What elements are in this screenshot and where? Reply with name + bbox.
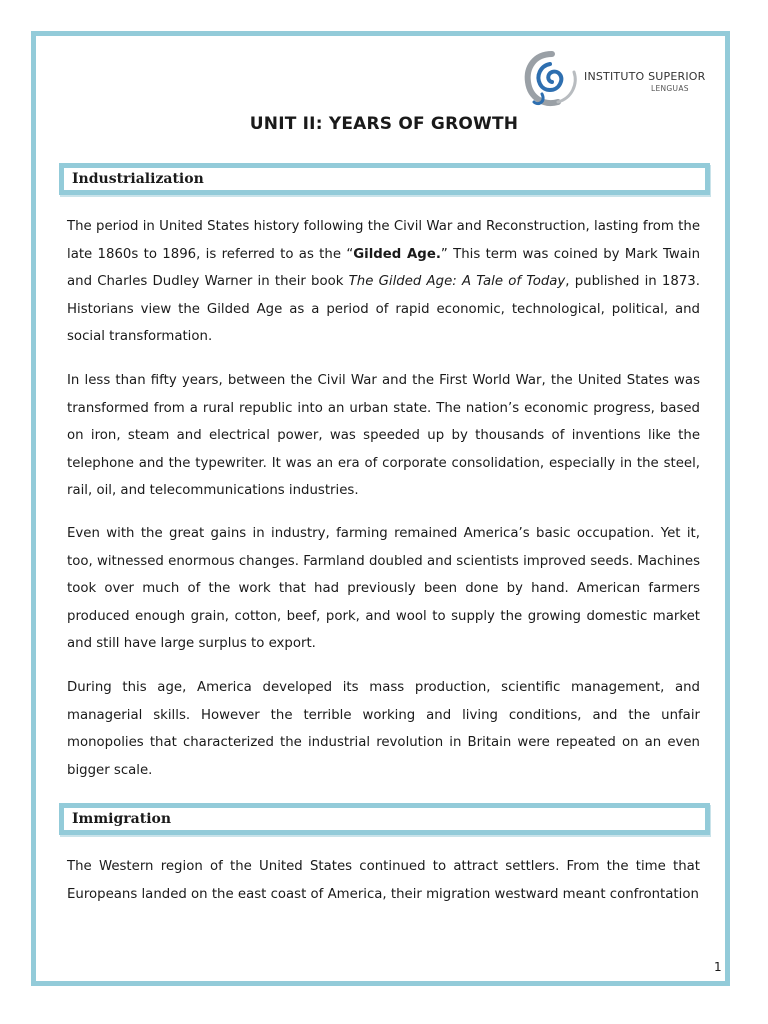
paragraph-bold-term: Gilded Age. [353, 246, 441, 262]
paragraph-gilded-age [67, 213, 700, 351]
paragraph-book-title: The Gilded Age: A Tale of Today [348, 274, 566, 290]
page-number: 1 [714, 960, 722, 974]
paragraph-farming: Even with the great gains in industry, farming remained America’s basic occupation. Yet it, too, witnessed enormous changes. Farmland doubled and scientists improved seeds. Machines took over much of the work that had previously been done by hand. American farmers produced enough grain, cotton, beef, pork, and wool to supply the growing domestic market and still have large surplus to export. [67, 526, 700, 652]
logo-institute-name: INSTITUTO SUPERIOR [584, 70, 706, 83]
section-heading-label: Immigration [72, 811, 172, 827]
paragraph-western-settlers: The Western region of the United States continued to attract settlers. From the time that Europeans landed on the east coast of America, their migration westward meant confrontation [67, 859, 700, 902]
page-title: UNIT II: YEARS OF GROWTH [249, 114, 519, 134]
paragraph-text: , published in 1873. Historians view the Gilded Age as a period of rapid economic, technological, political, and social transformation. [67, 274, 700, 345]
paragraph-mass-production: During this age, America developed its mass production, scientific management, and managerial skills. However the terrible working and living conditions, and the unfair monopolies that characterized the industrial revolution in Britain were repeated on an even bigger scale. [67, 680, 700, 778]
section-heading-industrialization [59, 163, 710, 195]
paragraph-text: The period in United States history following the Civil War and Reconstruction, lasting from the late 1860s to 1896, is referred to as the “ [67, 219, 700, 262]
institute-logo [520, 48, 710, 112]
section-heading-label: Industrialization [72, 171, 204, 187]
paragraph-text: ” This term was coined by Mark Twain and Charles Dudley Warner in their book [67, 246, 701, 290]
section-heading-immigration [59, 803, 710, 835]
swirl-logo-icon [520, 48, 584, 112]
paragraph-urban-transformation: In less than fifty years, between the Civil War and the First World War, the United States was transformed from a rural republic into an urban state. The nation’s economic progress, based on iron, steam and electrical power, was speeded up by thousands of inventions like the telephone and the typewriter. It was an era of corporate consolidation, especially in the steel, rail, oil, and telecommunications industries. [67, 373, 700, 499]
logo-institute-subtitle: LENGUAS [651, 84, 689, 93]
